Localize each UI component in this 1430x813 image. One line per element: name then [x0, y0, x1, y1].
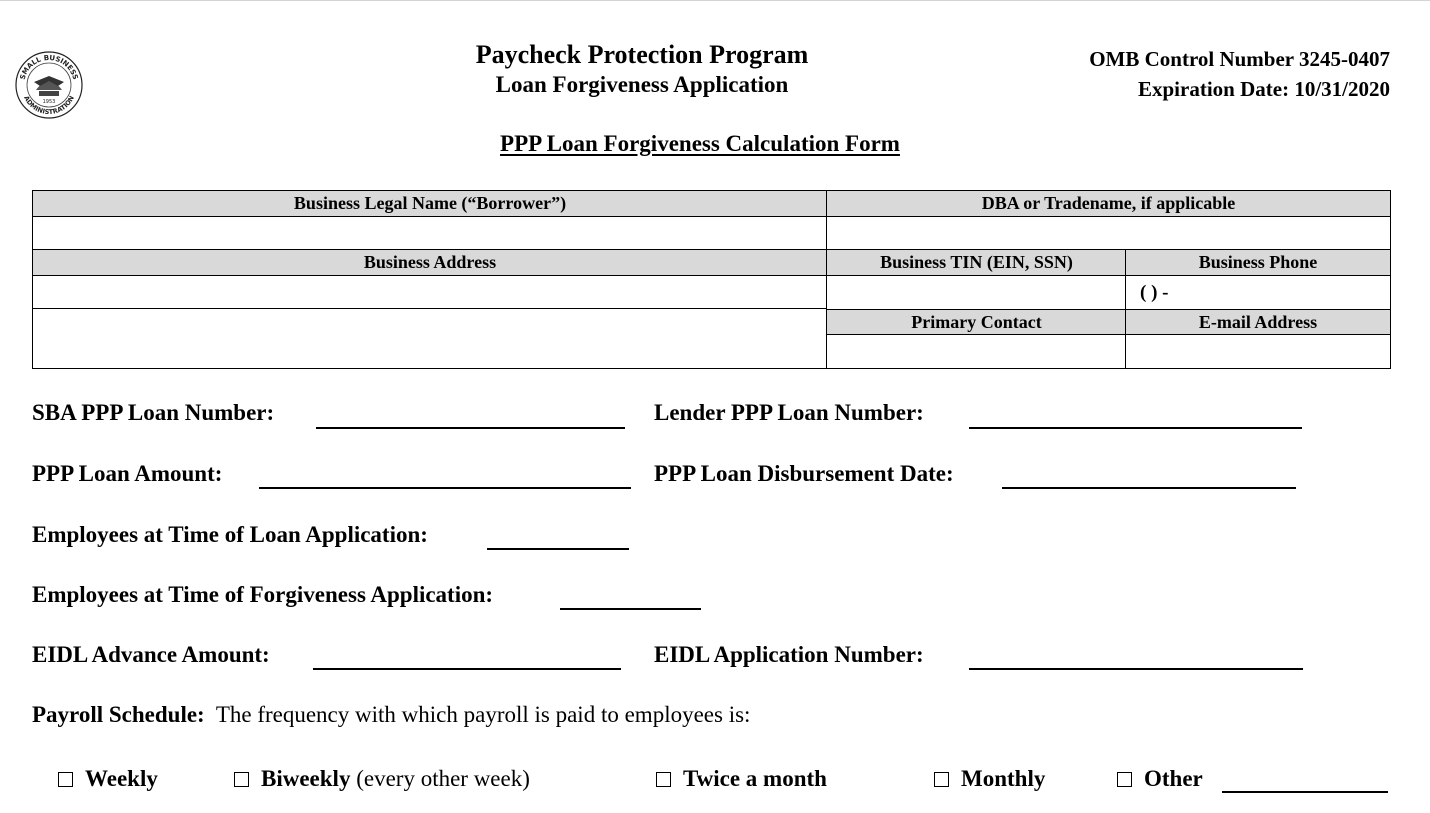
other-input[interactable] — [1222, 791, 1388, 793]
loan-amount-label: PPP Loan Amount: — [32, 461, 223, 486]
address-field-line1[interactable] — [33, 276, 827, 309]
address-header: Business Address — [33, 250, 827, 276]
legal-name-field[interactable] — [33, 217, 827, 250]
sba-loan-number-label: SBA PPP Loan Number: — [32, 400, 275, 425]
omb-block — [1089, 44, 1390, 104]
program-title: Paycheck Protection Program — [475, 40, 809, 69]
omb-control-number: OMB Control Number 3245-0407 — [1089, 47, 1390, 71]
payroll-schedule-description: The frequency with which payroll is paid to employees is: — [215, 702, 751, 727]
expiration-date: Expiration Date: 10/31/2020 — [1138, 77, 1390, 101]
monthly-checkbox[interactable] — [934, 772, 949, 787]
address-field-line2[interactable] — [33, 309, 827, 368]
grid-divider — [1125, 250, 1126, 368]
biweekly-checkbox[interactable] — [234, 772, 249, 787]
borrower-info-grid — [32, 190, 1391, 369]
employees-forgiveness-input[interactable] — [560, 608, 701, 610]
dba-field[interactable] — [827, 217, 1390, 250]
tin-header: Business TIN (EIN, SSN) — [827, 250, 1126, 276]
legal-name-header: Business Legal Name (“Borrower”) — [33, 191, 827, 217]
svg-text:1953: 1953 — [42, 99, 56, 105]
application-subtitle: Loan Forgiveness Application — [495, 72, 789, 97]
phone-field[interactable] — [1126, 276, 1390, 309]
email-field[interactable] — [1126, 335, 1390, 368]
option-twice-a-month[interactable]: Twice a month — [656, 766, 827, 792]
option-biweekly[interactable]: Biweekly (every other week) — [234, 766, 530, 792]
email-header: E-mail Address — [1126, 309, 1390, 335]
option-other[interactable]: Other — [1117, 766, 1203, 792]
loan-amount-input[interactable] — [259, 487, 631, 489]
form-title: PPP Loan Forgiveness Calculation Form — [500, 131, 900, 156]
employees-loan-label: Employees at Time of Loan Application: — [32, 522, 428, 547]
header-titles — [392, 40, 892, 100]
phone-header: Business Phone — [1126, 250, 1390, 276]
svg-text:ADMINISTRATION: ADMINISTRATION — [22, 94, 76, 117]
contact-header: Primary Contact — [827, 309, 1126, 335]
option-weekly[interactable]: Weekly — [58, 766, 158, 792]
payroll-schedule-text — [32, 702, 750, 728]
weekly-checkbox[interactable] — [58, 772, 73, 787]
payroll-schedule-label: Payroll Schedule: — [32, 702, 205, 727]
sba-loan-number-input[interactable] — [316, 427, 625, 429]
eidl-number-label: EIDL Application Number: — [654, 642, 924, 667]
disbursement-date-input[interactable] — [1002, 487, 1296, 489]
eidl-amount-input[interactable] — [313, 668, 621, 670]
dba-header: DBA or Tradename, if applicable — [827, 191, 1390, 217]
grid-divider — [826, 191, 827, 368]
lender-loan-number-input[interactable] — [969, 427, 1302, 429]
eidl-number-input[interactable] — [969, 668, 1303, 670]
top-rule — [0, 0, 1430, 1]
tin-field[interactable] — [827, 276, 1126, 309]
eidl-amount-label: EIDL Advance Amount: — [32, 642, 270, 667]
svg-text:SMALL BUSINESS: SMALL BUSINESS — [18, 53, 80, 81]
option-monthly[interactable]: Monthly — [934, 766, 1045, 792]
twice-a-month-checkbox[interactable] — [656, 772, 671, 787]
disbursement-date-label: PPP Loan Disbursement Date: — [654, 461, 954, 486]
lender-loan-number-label: Lender PPP Loan Number: — [654, 400, 924, 425]
sba-seal-icon — [14, 50, 84, 120]
phone-template: ( ) - — [1140, 282, 1169, 303]
employees-loan-input[interactable] — [487, 548, 629, 550]
other-checkbox[interactable] — [1117, 772, 1132, 787]
employees-forgiveness-label: Employees at Time of Forgiveness Application: — [32, 582, 494, 607]
contact-field[interactable] — [827, 335, 1126, 368]
